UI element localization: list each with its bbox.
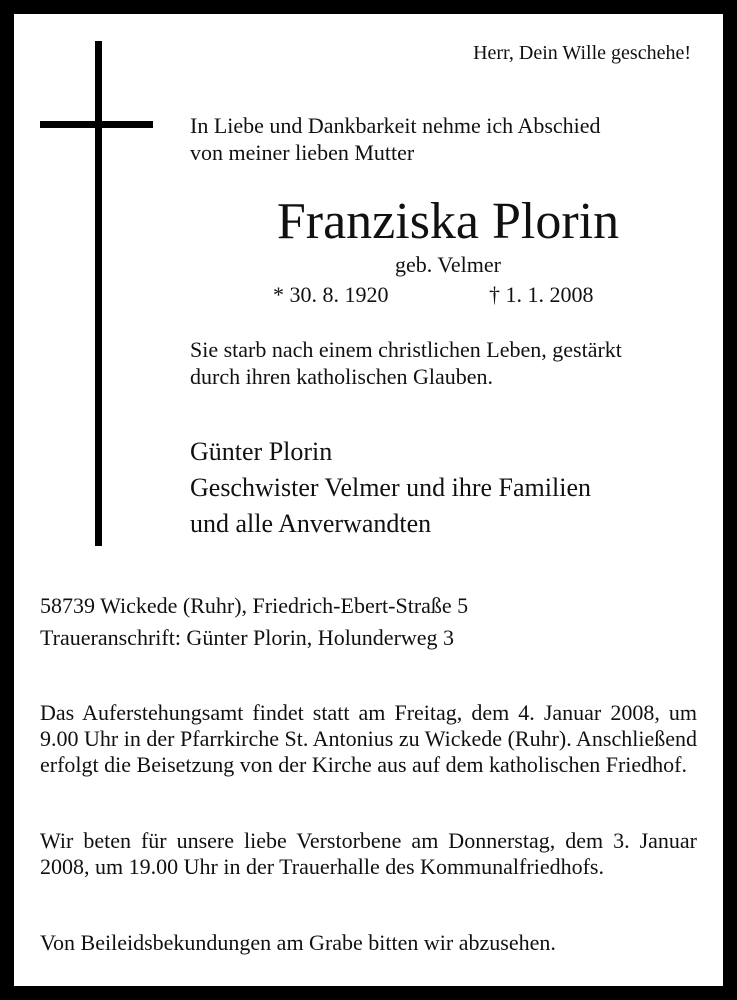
prayer-service-paragraph: Wir beten für unsere liebe Verstorbene am Donnerstag, dem 3. Januar 2008, um 19.00 Uhr in der Trauerhalle des Kommunalfriedhofs. xyxy=(40,828,697,879)
cause-line: Sie starb nach einem christlichen Leben, gestärkt xyxy=(190,337,622,362)
birth-date: * 30. 8. 1920 xyxy=(273,282,389,307)
intro-line: von meiner lieben Mutter xyxy=(190,140,415,165)
deceased-name: Franziska Plorin xyxy=(276,193,620,250)
mourner-line: und alle Anverwandten xyxy=(190,509,432,538)
intro-text xyxy=(190,112,601,166)
obituary-notice xyxy=(24,24,713,976)
motto: Herr, Dein Wille geschehe! xyxy=(473,42,691,64)
address-line: Traueranschrift: Günter Plorin, Holunderweg 3 xyxy=(40,625,455,650)
address-line: 58739 Wickede (Ruhr), Friedrich-Ebert-Straße 5 xyxy=(40,593,469,618)
mourners-list xyxy=(190,434,591,542)
intro-line: In Liebe und Dankbarkeit nehme ich Abschied xyxy=(190,113,601,138)
cause-text xyxy=(190,336,622,390)
condolence-note: Von Beileidsbekundungen am Grabe bitten wir abzusehen. xyxy=(40,930,556,955)
cross-horizontal-bar xyxy=(40,121,153,128)
mourner-line: Geschwister Velmer und ihre Familien xyxy=(190,473,591,502)
funeral-service-paragraph: Das Auferstehungsamt findet statt am Freitag, dem 4. Januar 2008, um 9.00 Uhr in der Pfarrkirche St. Antonius zu Wickede (Ruhr). Anschließend erfolgt die Beisetzung von der Kirche aus auf dem katholischen Friedhof. xyxy=(40,700,697,777)
cause-line: durch ihren katholischen Glauben. xyxy=(190,364,494,389)
mourner-line: Günter Plorin xyxy=(190,437,333,466)
cross-vertical-bar xyxy=(95,41,102,546)
address-block xyxy=(40,590,468,654)
death-date: † 1. 1. 2008 xyxy=(489,282,594,307)
maiden-name: geb. Velmer xyxy=(395,252,501,277)
